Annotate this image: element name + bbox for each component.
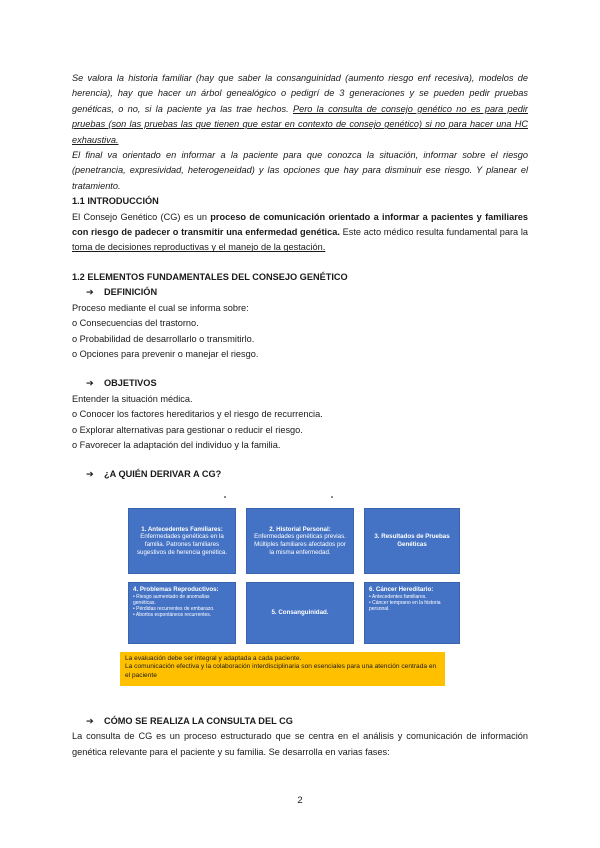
subheading-derivar: ➔ ¿A QUIÉN DERIVAR A CG? [86,467,528,482]
definicion-line: o Probabilidad de desarrollarlo o transmitirlo. [72,333,255,344]
subheading-objetivos: ➔ OBJETIVOS [86,376,528,391]
diagram-box-antecedentes: 1. Antecedentes Familiares: Enfermedades genéticas en la familia. Patrones familiares sugestivos de herencia genética. [128,508,236,574]
page-number: 2 [297,795,303,806]
diagram-dot [331,496,333,498]
diagram-dot [224,496,226,498]
definicion-line: o Consecuencias del trastorno. [72,318,199,329]
intro-paragraph-2: El final va orientado en informar a la paciente para que conozca la situación, informar sobre el riesgo (penetrancia, expresividad, heterogeneidad) y las opciones que hay para disminuir ese riesgo. Y planear el tratamiento. [72,150,528,191]
subheading-consulta: ➔ CÓMO SE REALIZA LA CONSULTA DEL CG [86,714,528,729]
diagram-box-reproductivos: 4. Problemas Reproductivos: • Riesgo aumentado de anomalías genéticas. • Pérdidas recurrentes de embarazo. • Abortos espontáneos recurrentes. [128,582,236,644]
intro-paragraph-1: Se valora la historia familiar (hay que saber la consanguinidad (aumento riesgo enf recesiva), modelos de herencia), hay que hacer un árbol genealógico o pedigrí de 3 generaciones y se pueden pedir pruebas genéticas, o no, si la paciente ya las trae hechos. Pero la consulta de consejo genético no es para pedir pruebas (son las pruebas las que tienen que estar en contexto de consejo genético) si no para hacer una HC exhaustiva. [72,73,528,145]
diagram-box-pruebas: 3. Resultados de Pruebas Genéticas [364,508,460,574]
section-heading-elementos: 1.2 ELEMENTOS FUNDAMENTALES DEL CONSEJO GENÉTICO [72,271,348,282]
arrow-icon: ➔ [86,469,94,480]
section-heading-introduccion: 1.1 INTRODUCCIÓN [72,196,159,207]
definicion-line: Proceso mediante el cual se informa sobre: [72,302,249,313]
objetivos-line: o Conocer los factores hereditarios y el riesgo de recurrencia. [72,409,323,420]
arrow-icon: ➔ [86,378,94,389]
diagram-note: La evaluación debe ser integral y adaptada a cada paciente. La comunicación efectiva y la colaboración interdisciplinaria son esenciales para una atención centrada en el paciente [120,652,445,686]
definicion-line: o Opciones para prevenir o manejar el riesgo. [72,348,259,359]
consulta-section [72,714,528,760]
diagram-box-consanguinidad: 5. Consanguinidad. [246,582,354,644]
derivation-diagram [120,500,465,690]
objetivos-line: Entender la situación médica. [72,393,193,404]
diagram-box-cancer: 6. Cáncer Hereditario: • Antecedentes familiares. • Cáncer temprano en la historia personal. [364,582,460,644]
arrow-icon: ➔ [86,287,94,298]
subheading-definicion: ➔ DEFINICIÓN [86,285,528,300]
introduccion-paragraph: El Consejo Genético (CG) es un proceso de comunicación orientado a informar a pacientes y familiares con riesgo de padecer o transmitir una enfermedad genética. Este acto médico resulta fundamental para la toma de decisiones reproductivas y el manejo de la gestación. [72,211,529,253]
diagram-box-historial: 2. Historial Personal: Enfermedades genéticas previas. Múltiples familiares afectados por la misma enfermedad. [246,508,354,574]
objetivos-line: o Favorecer la adaptación del individuo y la familia. [72,439,281,450]
objetivos-line: o Explorar alternativas para gestionar o reducir el riesgo. [72,424,303,435]
intro-underlined-text: Pero la consulta de consejo genético no es para pedir pruebas (son las pruebas las que tienen que estar en contexto de consejo genético) si no para hacer una HC exhaustiva. [72,103,528,145]
page-content [72,71,528,483]
arrow-icon: ➔ [86,716,94,726]
consulta-paragraph: La consulta de CG es un proceso estructurado que se centra en el análisis y comunicación de información genética relevante para el paciente y su familia. Se desarrolla en varias fases: [72,731,528,757]
